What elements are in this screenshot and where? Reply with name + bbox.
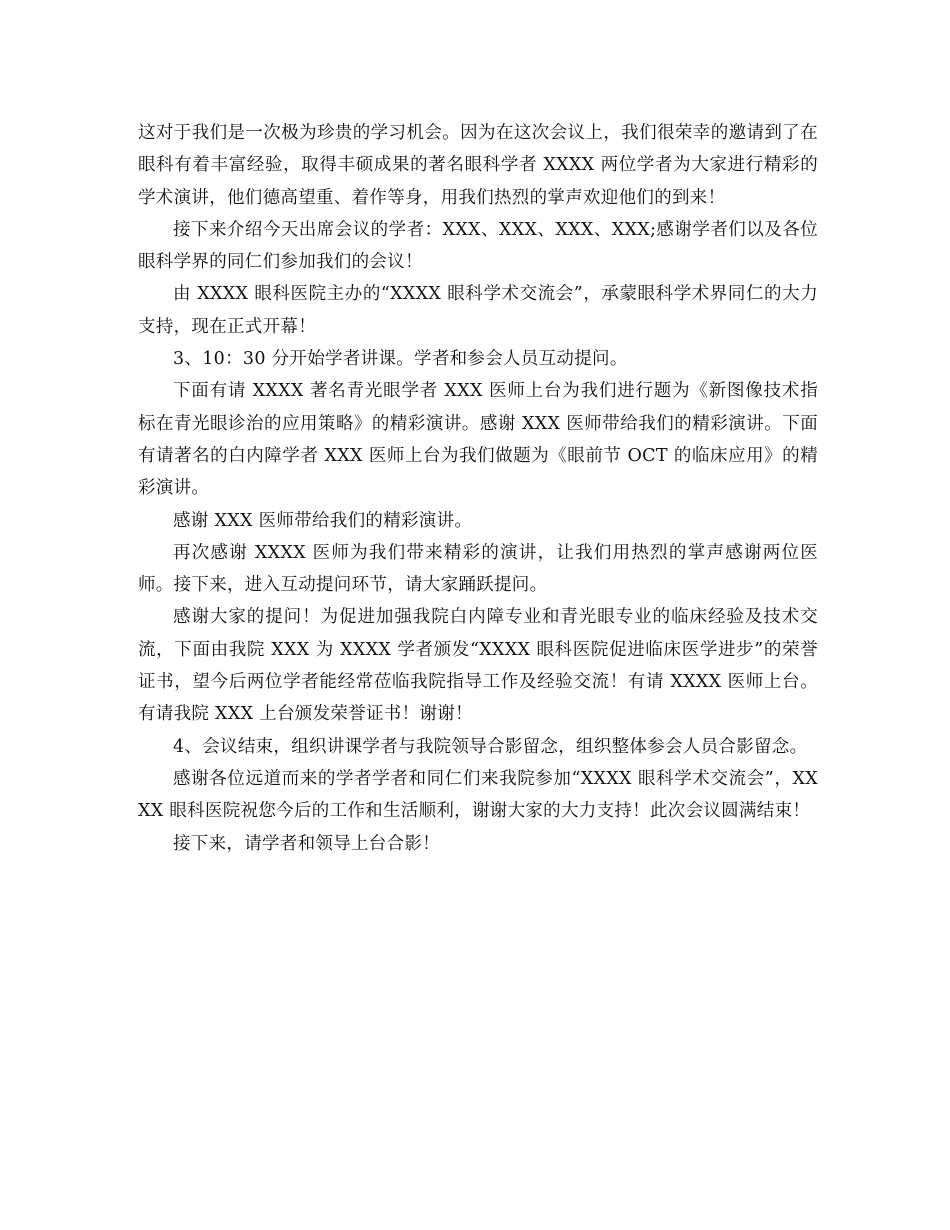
paragraph-agenda-item-4: 4、会议结束，组织讲课学者与我院领导合影留念，组织整体参会人员合影留念。: [173, 736, 808, 757]
paragraph-continuation: 这对于我们是一次极为珍贵的学习机会。因为在这次会议上，我们很荣幸的邀请到了在眼科有着丰富经验，取得丰硕成果的著名眼科学者 XXXX 两位学者为大家进行精彩的学术演讲，他们德高望重、着作等身，用我们热烈的掌声欢迎他们的到来！: [138, 123, 818, 208]
paragraph-opening: 由 XXXX 眼科医院主办的“XXXX 眼科学术交流会”，承蒙眼科学术界同仁的大力支持，现在正式开幕！: [138, 284, 818, 337]
paragraph-closing: 感谢各位远道而来的学者学者和同仁们来我院参加“XXXX 眼科学术交流会”，XXXX 眼科医院祝您今后的工作和生活顺利，谢谢大家的大力支持！此次会议圆满结束！: [138, 768, 818, 822]
paragraph-speaker-intro: 接下来介绍今天出席会议的学者：XXX、XXX、XXX、XXX;感谢学者们以及各位眼科学界的同仁们参加我们的会议！: [138, 219, 818, 273]
paragraph-qa-intro: 再次感谢 XXXX 医师为我们带来精彩的演讲，让我们用热烈的掌声感谢两位医师。接下来，进入互动提问环节，请大家踊跃提问。: [138, 542, 818, 596]
paragraph-group-photo: 接下来，请学者和领导上台合影！: [173, 833, 440, 854]
paragraph-certificate: 感谢大家的提问！为促进加强我院白内障专业和青光眼专业的临床经验及技术交流，下面由我院 XXX 为 XXXX 学者颁发“XXXX 眼科医院促进临床医学进步”的荣誉证书，望今后两位学者能经常莅临我院指导工作及经验交流！有请 XXXX 医师上台。有请我院 XXX 上台颁发荣誉证书！谢谢！: [138, 607, 818, 725]
document-body: [138, 117, 818, 860]
paragraph-agenda-item-3: 3、10：30 分开始学者讲课。学者和参会人员互动提问。: [173, 349, 628, 370]
paragraph-lectures: 下面有请 XXXX 著名青光眼学者 XXX 医师上台为我们进行题为《新图像技术指标在青光眼诊治的应用策略》的精彩演讲。感谢 XXX 医师带给我们的精彩演讲。下面有请著名的白内障学者 XXX 医师上台为我们做题为《眼前节 OCT 的临床应用》的精彩演讲。: [138, 381, 818, 499]
paragraph-thanks-speaker: 感谢 XXX 医师带给我们的精彩演讲。: [173, 510, 473, 531]
